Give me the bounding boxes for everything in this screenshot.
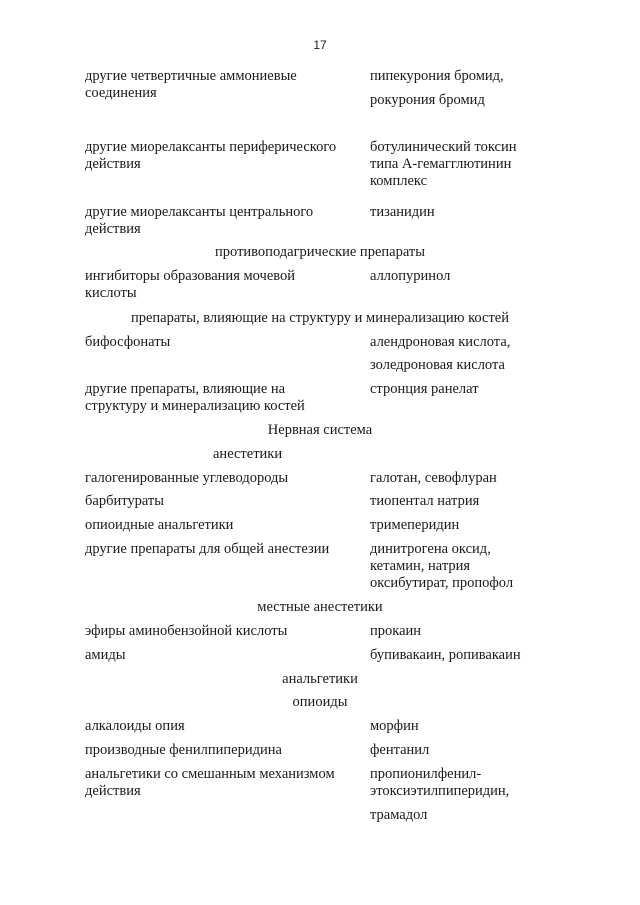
- section-heading: анальгетики: [282, 671, 358, 687]
- right-line: стронция ранелат: [370, 381, 479, 397]
- right-line: прокаин: [370, 623, 422, 639]
- section-heading: опиоиды: [292, 694, 348, 710]
- section-heading: анестетики: [213, 446, 283, 462]
- left-line: другие препараты, влияющие на: [85, 381, 286, 397]
- left-line: алкалоиды опия: [85, 718, 185, 734]
- left-line: барбитураты: [85, 493, 164, 509]
- right-line: тизанидин: [370, 204, 435, 220]
- right-line: галотан, севофлуран: [370, 470, 497, 486]
- right-line: кетамин, натрия: [370, 558, 471, 574]
- section-heading: Нервная система: [267, 422, 373, 438]
- right-line: оксибутират, пропофол: [370, 575, 514, 591]
- left-line: галогенированные углеводороды: [85, 470, 289, 486]
- left-line: опиоидные анальгетики: [85, 517, 234, 533]
- left-line: кислоты: [85, 285, 137, 301]
- left-line: соединения: [85, 85, 157, 101]
- left-line: действия: [85, 156, 141, 172]
- right-line: пропионилфенил-: [370, 766, 482, 782]
- right-line: алендроновая кислота,: [370, 334, 511, 350]
- left-line: действия: [85, 783, 141, 799]
- left-line: анальгетики со смешанным механизмом: [85, 766, 335, 782]
- right-line: пипекурония бромид,: [370, 68, 504, 84]
- left-line: амиды: [85, 647, 126, 663]
- right-line: ботулинический токсин: [370, 139, 517, 155]
- left-line: ингибиторы образования мочевой: [85, 268, 296, 284]
- left-line: производные фенилпиперидина: [85, 742, 282, 758]
- section-heading: местные анестетики: [257, 599, 383, 615]
- right-line: тримеперидин: [370, 517, 460, 533]
- page-number: 17: [313, 38, 327, 52]
- section-heading: препараты, влияющие на структуру и минерализацию костей: [130, 310, 510, 326]
- right-line: фентанил: [370, 742, 430, 758]
- right-line: динитрогена оксид,: [370, 541, 491, 557]
- right-line: этоксиэтилпиперидин,: [370, 783, 510, 799]
- right-line: морфин: [370, 718, 419, 734]
- right-line: золедроновая кислота: [370, 357, 505, 373]
- right-line: тиопентал натрия: [370, 493, 480, 509]
- right-line: типа А-гемагглютинин: [370, 156, 512, 172]
- left-line: эфиры аминобензойной кислоты: [85, 623, 288, 639]
- left-line: другие миорелаксанты центрального: [85, 204, 314, 220]
- left-line: другие миорелаксанты периферического: [85, 139, 337, 155]
- left-line: действия: [85, 221, 141, 237]
- left-line: другие препараты для общей анестезии: [85, 541, 330, 557]
- right-line: аллопуринол: [370, 268, 451, 284]
- left-line: другие четвертичные аммониевые: [85, 68, 297, 84]
- left-line: структуру и минерализацию костей: [85, 398, 305, 414]
- right-line: рокурония бромид: [370, 92, 485, 108]
- right-line: трамадол: [370, 807, 428, 823]
- right-line: бупивакаин, ропивакаин: [370, 647, 521, 663]
- section-heading: противоподагрические препараты: [215, 244, 425, 260]
- left-line: бифосфонаты: [85, 334, 171, 350]
- right-line: комплекс: [370, 173, 428, 189]
